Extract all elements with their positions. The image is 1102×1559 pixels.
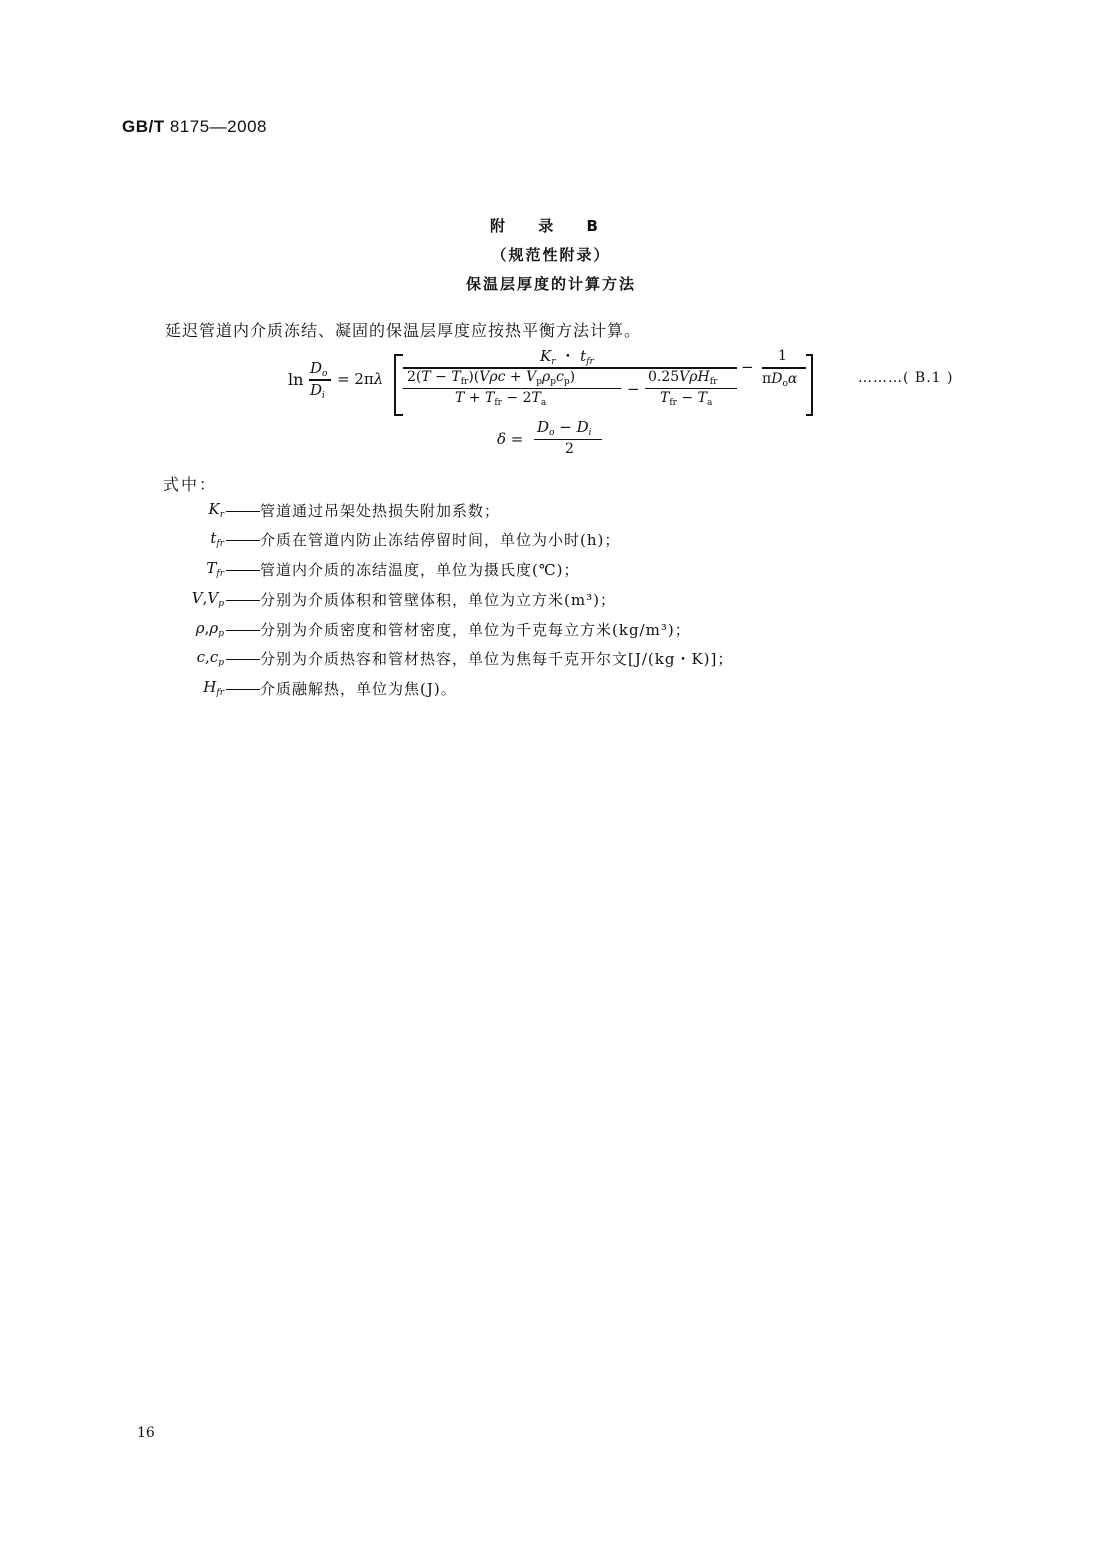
definition-symbol: $V,V_p$ [191, 589, 224, 609]
document-header [122, 117, 267, 137]
section-title: 保温层厚度的计算方法 [465, 275, 636, 293]
equation-label: ………( B.1 ) [858, 370, 954, 386]
definition-text: 管道通过吊架处热损失附加系数； [260, 502, 501, 520]
definition-dash [226, 600, 260, 601]
definition-symbol: $c,c_p$ [196, 648, 224, 668]
definition-text: 分别为介质密度和管材密度，单位为千克每立方米(kg/m³)； [260, 621, 691, 639]
definition-dash [226, 570, 260, 571]
definition-item [0, 500, 1102, 524]
definition-dash [226, 540, 260, 541]
formula-b1: ln $D_o$ $D_i$ = 2πλ $K_r$ ・ $t_{fr}$ $2(T - T_{fr})(V\rho c + V_p\rho_pc_p)$ $T + T_{fr} - 2T_a$ − 0.25VρH$_{fr}$ $T_{fr} - T_a$ − 1 $\pi D_o\alpha$ δ = $D_o - D_i$ 2 [0, 340, 1102, 470]
definition-text: 分别为介质体积和管壁体积，单位为立方米(m³)； [260, 591, 616, 609]
definition-symbol: $T_{fr}$ [206, 559, 224, 579]
intro-paragraph: 延迟管道内介质冻结、凝固的保温层厚度应按热平衡方法计算。 [165, 321, 642, 340]
definition-symbol: $H_{fr}$ [203, 678, 224, 698]
definition-item [0, 678, 1102, 702]
definition-dash [226, 630, 260, 631]
definition-item [0, 559, 1102, 583]
definition-item [0, 529, 1102, 553]
standard-code: GB/T [122, 117, 165, 136]
standard-number: 8175—2008 [169, 117, 267, 136]
definition-text: 介质在管道内防止冻结停留时间，单位为小时(h)； [260, 531, 621, 549]
where-label: 式中： [163, 475, 218, 494]
definition-text: 管道内介质的冻结温度，单位为摄氏度(℃)； [260, 561, 580, 579]
definition-item [0, 589, 1102, 613]
definition-item [0, 648, 1102, 672]
page-number: 16 [137, 1425, 155, 1441]
definition-symbol: $t_{fr}$ [210, 529, 224, 549]
appendix-title: 附 录 B [490, 217, 612, 235]
definition-text: 介质融解热，单位为焦(J)。 [260, 680, 457, 698]
definition-dash [226, 659, 260, 660]
appendix-type: （规范性附录） [491, 246, 611, 264]
definition-symbol: $K_r$ [208, 500, 224, 520]
definition-text: 分别为介质热容和管材热容，单位为焦每千克开尔文[J/(kg・K)]； [260, 650, 734, 668]
definition-dash [226, 689, 260, 690]
definition-item [0, 619, 1102, 643]
definition-dash [226, 511, 260, 512]
definition-symbol: $\rho,\rho_p$ [195, 619, 224, 639]
